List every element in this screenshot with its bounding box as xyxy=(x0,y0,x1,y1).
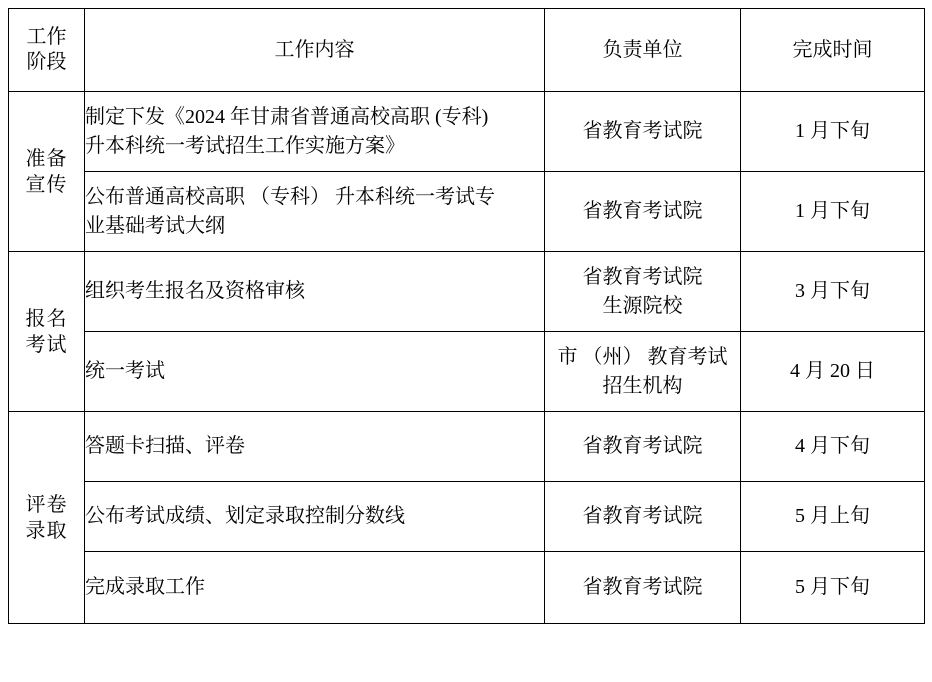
table-row xyxy=(9,172,925,252)
table-row xyxy=(9,332,925,412)
stage-cell-registration: 报名 考试 xyxy=(9,252,85,412)
work-schedule-table xyxy=(8,8,925,624)
task-cell: 制定下发《2024 年甘肃省普通高校高职 (专科) 升本科统一考试招生工作实施方案》 xyxy=(85,92,545,172)
task-cell: 统一考试 xyxy=(85,332,545,412)
time-cell: 1 月下旬 xyxy=(741,172,925,252)
unit-cell: 省教育考试院 xyxy=(545,172,741,252)
unit-cell: 省教育考试院 xyxy=(545,92,741,172)
stage-cell-preparation: 准备 宣传 xyxy=(9,92,85,252)
time-cell: 4 月 20 日 xyxy=(741,332,925,412)
column-header-time: 完成时间 xyxy=(741,9,925,92)
table-row xyxy=(9,92,925,172)
task-cell: 完成录取工作 xyxy=(85,552,545,624)
time-cell: 1 月下旬 xyxy=(741,92,925,172)
task-cell: 组织考生报名及资格审核 xyxy=(85,252,545,332)
task-cell: 公布普通高校高职 （专科） 升本科统一考试专 业基础考试大纲 xyxy=(85,172,545,252)
time-cell: 4 月下旬 xyxy=(741,412,925,482)
column-header-task: 工作内容 xyxy=(85,9,545,92)
time-cell: 3 月下旬 xyxy=(741,252,925,332)
unit-cell: 省教育考试院 xyxy=(545,482,741,552)
time-cell: 5 月上旬 xyxy=(741,482,925,552)
time-cell: 5 月下旬 xyxy=(741,552,925,624)
unit-cell: 省教育考试院 xyxy=(545,412,741,482)
task-cell: 公布考试成绩、划定录取控制分数线 xyxy=(85,482,545,552)
unit-cell: 省教育考试院 生源院校 xyxy=(545,252,741,332)
column-header-stage: 工作 阶段 xyxy=(9,9,85,92)
unit-cell: 市 （州） 教育考试 招生机构 xyxy=(545,332,741,412)
table-header-row xyxy=(9,9,925,92)
table-row xyxy=(9,482,925,552)
column-header-unit: 负责单位 xyxy=(545,9,741,92)
table-row xyxy=(9,552,925,624)
table-row xyxy=(9,252,925,332)
task-cell: 答题卡扫描、评卷 xyxy=(85,412,545,482)
stage-cell-marking: 评卷 录取 xyxy=(9,412,85,624)
unit-cell: 省教育考试院 xyxy=(545,552,741,624)
table-row xyxy=(9,412,925,482)
